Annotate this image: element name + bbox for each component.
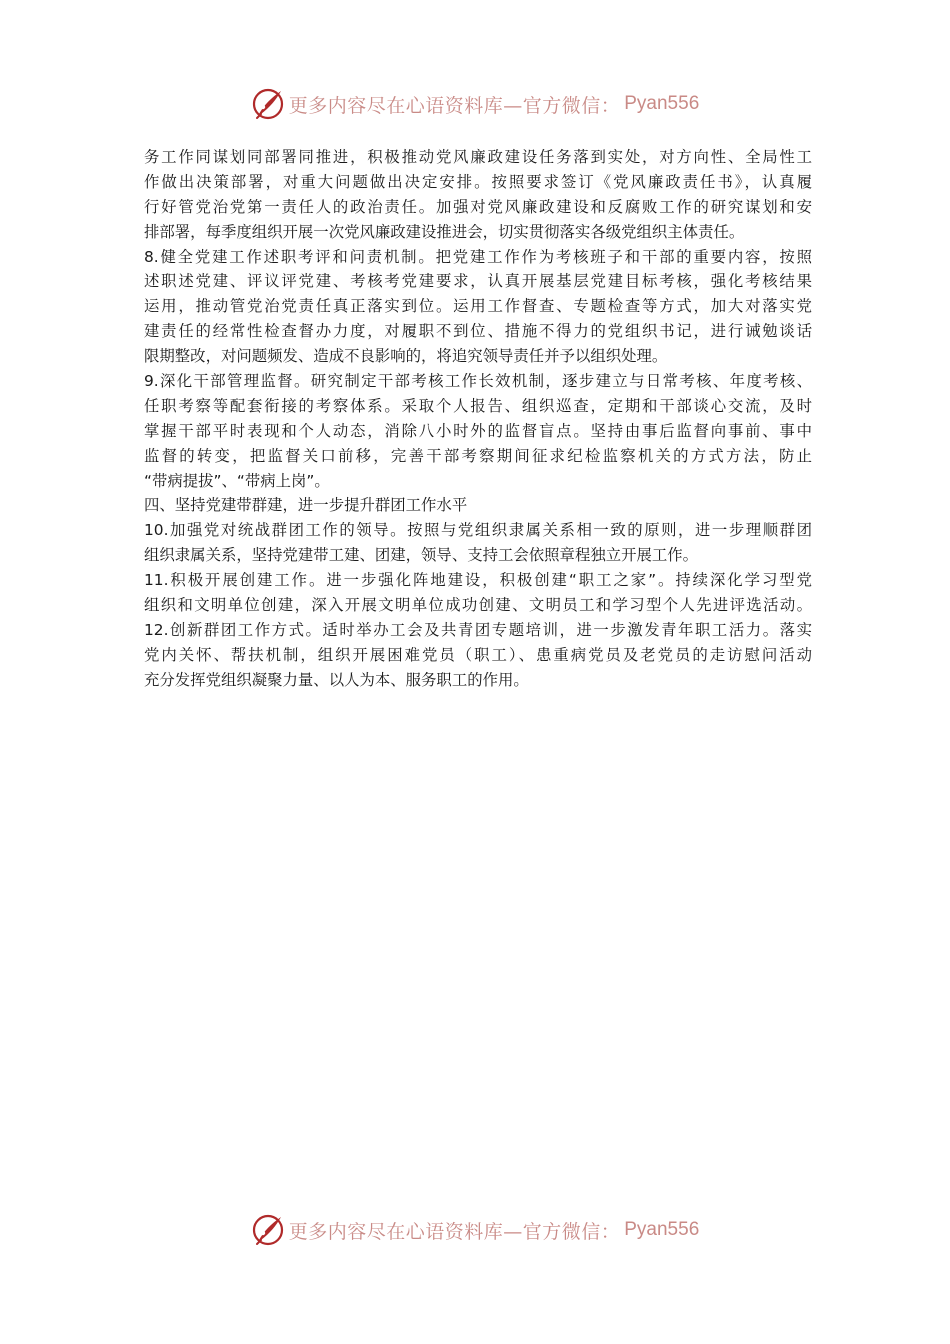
text-line: 限期整改，对问题频发、造成不良影响的，将追究领导责任并予以组织处理。 bbox=[144, 347, 668, 366]
text-line: 组织和文明单位创建，深入开展文明单位成功创建、文明员工和学习型个人先进评选活动。 bbox=[144, 596, 812, 615]
header-banner bbox=[0, 84, 950, 124]
text-line: 掌握干部平时表现和个人动态，消除八小时外的监督盲点。坚持由事后监督向事前、事中 bbox=[144, 421, 812, 440]
text-line: 任职考察等配套衔接的考察体系。采取个人报告、组织巡查，定期和干部谈心交流，及时 bbox=[144, 396, 812, 415]
text-line: 作做出决策部署，对重大问题做出决定安排。按照要求签订《党风廉政责任书》，认真履 bbox=[144, 172, 812, 191]
document-body bbox=[144, 145, 812, 693]
text-line: 运用，推动管党治党责任真正落实到位。运用工作督查、专题检查等方式，加大对落实党 bbox=[144, 297, 812, 316]
text-line: 行好管党治党第一责任人的政治责任。加强对党风廉政建设和反腐败工作的研究谋划和安 bbox=[144, 197, 812, 216]
header-banner-inner bbox=[251, 87, 700, 121]
text-line: 四、坚持党建带群建，进一步提升群团工作水平 bbox=[144, 496, 468, 515]
text-line: 8.健全党建工作述职考评和问责机制。把党建工作作为考核班子和干部的重要内容，按照 bbox=[144, 247, 812, 266]
text-line: 12.创新群团工作方式。适时举办工会及共青团专题培训，进一步激发青年职工活力。落实 bbox=[144, 620, 812, 639]
quill-pen-logo-icon bbox=[251, 1213, 285, 1247]
footer-banner-wechat-id: Pyan556 bbox=[624, 1219, 700, 1240]
quill-pen-logo-icon bbox=[251, 87, 285, 121]
header-banner-text: 更多内容尽在心语资料库—官方微信： bbox=[288, 94, 621, 117]
header-banner-wechat-id: Pyan556 bbox=[624, 93, 700, 114]
text-line: 组织隶属关系，坚持党建带工建、团建，领导、支持工会依照章程独立开展工作。 bbox=[144, 546, 699, 565]
text-line: 务工作同谋划同部署同推进，积极推动党风廉政建设任务落到实处，对方向性、全局性工 bbox=[144, 148, 812, 166]
text-line: 充分发挥党组织凝聚力量、以人为本、服务职工的作用。 bbox=[144, 670, 529, 689]
text-line: 11.积极开展创建工作。进一步强化阵地建设，积极创建“职工之家”。持续深化学习型党 bbox=[144, 571, 812, 590]
text-line: 述职述党建、评议评党建、考核考党建要求，认真开展基层党建目标考核，强化考核结果 bbox=[144, 272, 812, 291]
text-line: 排部署，每季度组织开展一次党风廉政建设推进会，切实贯彻落实各级党组织主体责任。 bbox=[144, 222, 745, 241]
text-line: 9.深化干部管理监督。研究制定干部考核工作长效机制，逐步建立与日常考核、年度考核、 bbox=[144, 372, 812, 391]
footer-banner bbox=[0, 1210, 950, 1250]
text-line: 建责任的经常性检查督办力度，对履职不到位、措施不得力的党组织书记，进行诫勉谈话 bbox=[144, 322, 812, 341]
document-lines bbox=[144, 145, 812, 693]
footer-banner-text: 更多内容尽在心语资料库—官方微信： bbox=[288, 1220, 621, 1243]
text-line: 党内关怀、帮扶机制，组织开展困难党员（职工）、患重病党员及老党员的走访慰问活动 bbox=[144, 645, 812, 664]
footer-banner-inner bbox=[251, 1213, 700, 1247]
text-line: “带病提拔”、“带病上岗”。 bbox=[144, 471, 330, 490]
text-line: 监督的转变，把监督关口前移，完善干部考察期间征求纪检监察机关的方式方法，防止 bbox=[144, 446, 812, 465]
text-line: 10.加强党对统战群团工作的领导。按照与党组织隶属关系相一致的原则，进一步理顺群团 bbox=[144, 521, 812, 540]
